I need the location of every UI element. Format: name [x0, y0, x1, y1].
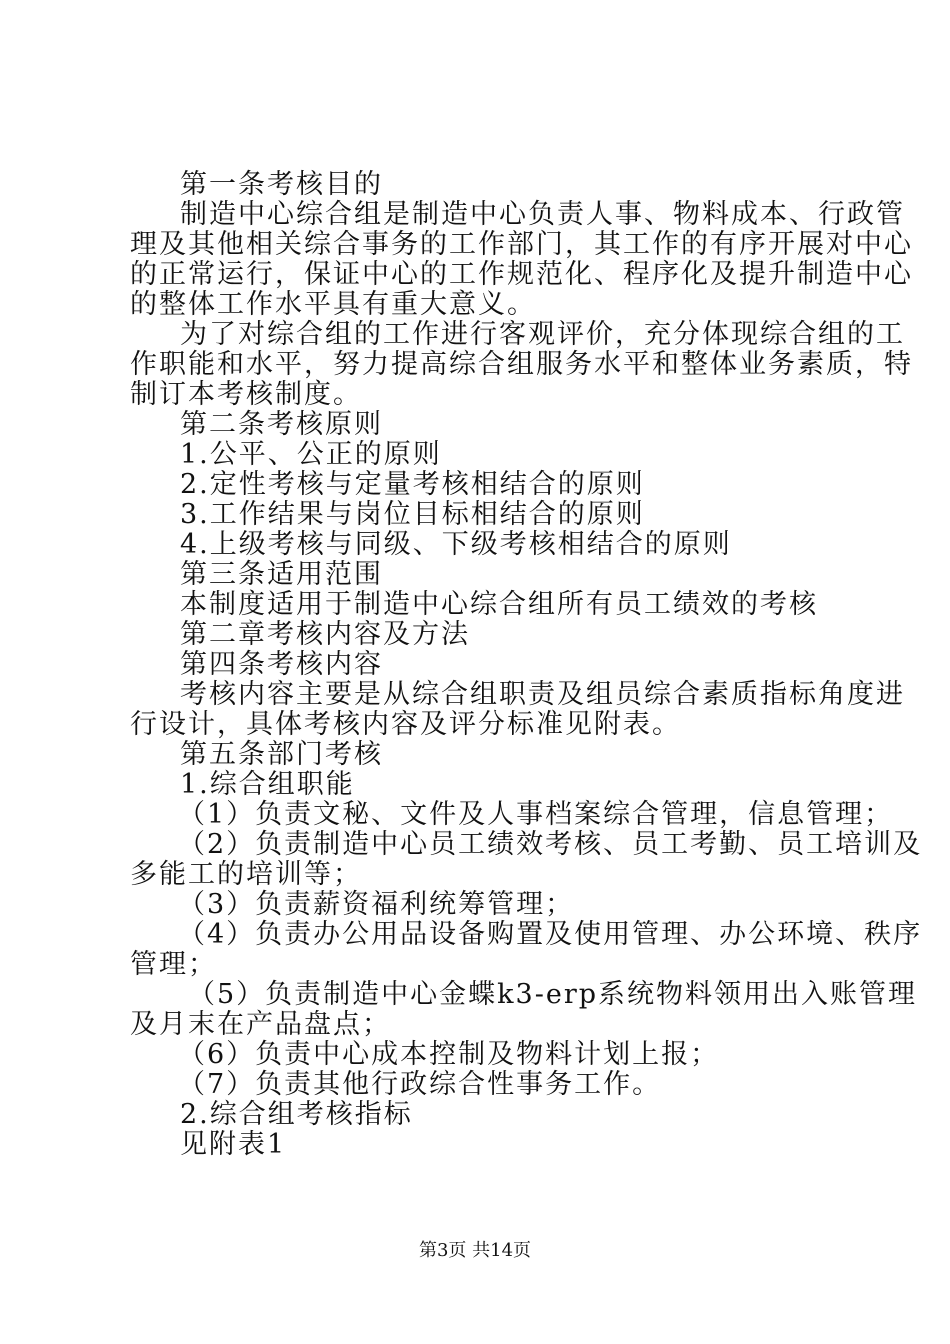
list-item: （7）负责其他行政综合性事务工作。 [178, 1069, 662, 1100]
chapter-heading: 第二章考核内容及方法 [180, 619, 470, 650]
list-item: （6）负责中心成本控制及物料计划上报； [178, 1039, 720, 1070]
list-item: 2.综合组考核指标 [180, 1099, 413, 1130]
body-line: 及月末在产品盘点； [130, 1009, 391, 1040]
article-2-heading: 第二条考核原则 [180, 409, 383, 440]
body-line: 为了对综合组的工作进行客观评价，充分体现综合组的工 [180, 319, 905, 350]
page-number-footer: 第3页 共14页 [418, 1240, 532, 1261]
body-line: 的整体工作水平具有重大意义。 [130, 289, 536, 320]
body-line: 作职能和水平，努力提高综合组服务水平和整体业务素质，特 [130, 349, 913, 380]
list-item: （3）负责薪资福利统筹管理； [178, 889, 575, 920]
body-line: 制造中心综合组是制造中心负责人事、物料成本、行政管 [180, 199, 905, 230]
list-item: 4.上级考核与同级、下级考核相结合的原则 [180, 529, 732, 560]
body-line: 本制度适用于制造中心综合组所有员工绩效的考核 [180, 589, 818, 620]
list-item: （1）负责文秘、文件及人事档案综合管理，信息管理； [178, 799, 894, 830]
body-line: 的正常运行，保证中心的工作规范化、程序化及提升制造中心 [130, 259, 913, 290]
document-body [130, 169, 923, 1160]
body-line: 多能工的培训等； [130, 859, 362, 890]
article-1-heading: 第一条考核目的 [180, 169, 383, 200]
body-line: 管理； [130, 949, 217, 980]
body-line: 理及其他相关综合事务的工作部门，其工作的有序开展对中心 [130, 229, 913, 260]
list-item: 1.综合组职能 [180, 769, 355, 800]
list-item: （2）负责制造中心员工绩效考核、员工考勤、员工培训及 [178, 829, 923, 860]
article-4-heading: 第四条考核内容 [180, 649, 383, 680]
list-item: （4）负责办公用品设备购置及使用管理、办公环境、秩序 [178, 919, 923, 950]
article-5-heading: 第五条部门考核 [180, 739, 383, 770]
article-3-heading: 第三条适用范围 [180, 559, 383, 590]
body-line: 考核内容主要是从综合组职责及组员综合素质指标角度进 [180, 679, 905, 710]
list-item: （5）负责制造中心金蝶k3-erp系统物料领用出入账管理 [188, 979, 918, 1010]
body-line: 制订本考核制度。 [130, 379, 362, 410]
body-line: 行设计，具体考核内容及评分标准见附表。 [130, 709, 681, 740]
list-item: 2.定性考核与定量考核相结合的原则 [180, 469, 645, 500]
list-item: 3.工作结果与岗位目标相结合的原则 [180, 499, 645, 530]
body-line: 见附表1 [180, 1129, 287, 1160]
list-item: 1.公平、公正的原则 [180, 439, 442, 470]
